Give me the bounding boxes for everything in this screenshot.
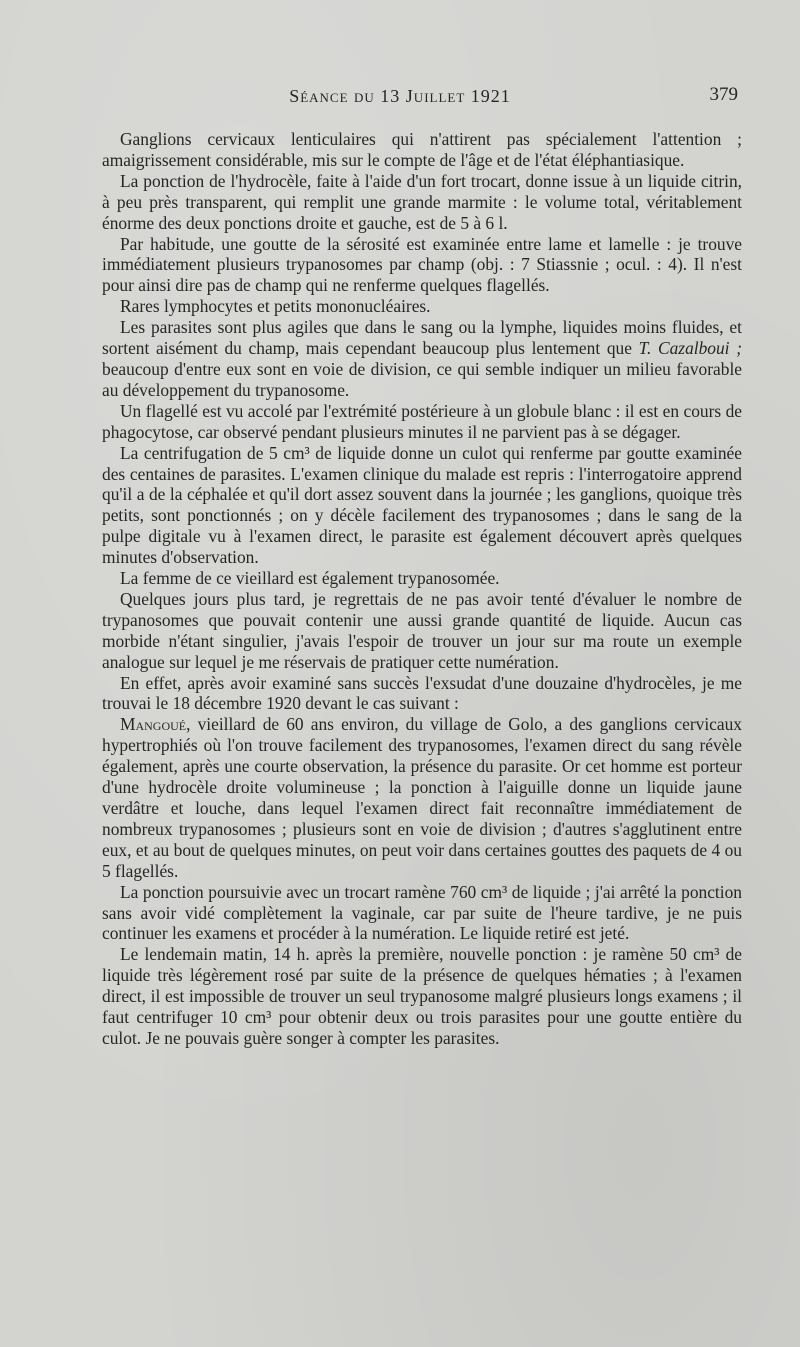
running-title: Séance du 13 Juillet 1921 (289, 86, 511, 106)
paragraph-13: Le lendemain matin, 14 h. après la première, nouvelle ponction : je ramène 50 cm³ de liquide très légèrement rosé par suite de la présence de quelques hématies ; à l'examen direct, il est impossible de trouver un seul trypanosome malgré plusieurs longs examens ; il faut centrifuger 10 cm³ pour obtenir deux ou trois parasites pour une goutte entière du culot. Je ne pouvais guère songer à compter les parasites. (102, 944, 742, 1048)
paragraph-12: La ponction poursuivie avec un trocart ramène 760 cm³ de liquide ; j'ai arrêté la ponction sans avoir vidé complètement la vaginale, car par suite de l'heure tardive, je ne puis continuer les examens et procéder à la numération. Le liquide retiré est jeté. (102, 881, 742, 944)
body-text (102, 129, 742, 1049)
paragraph-5 (102, 317, 742, 401)
species-name: T. Cazalboui ; (638, 338, 742, 359)
paragraph-7: La centrifugation de 5 cm³ de liquide donne un culot qui renferme par goutte examinée des centaines de parasites. L'examen clinique du malade est repris : l'interrogatoire apprend qu'il a de la céphalée et qu'il dort assez souvent dans la journée ; les ganglions, quoique très petits, sont ponctionnés ; on y décèle facilement des trypanosomes ; dans le sang de la pulpe digitale vu à l'examen direct, le parasite est également découvert après quelques minutes d'observation. (102, 442, 742, 568)
paragraph-10: En effet, après avoir examiné sans succès l'exsudat d'une douzaine d'hydrocèles, je me trouvai le 18 décembre 1920 devant le cas suivant : (102, 672, 742, 714)
patient-name: Mangoué (120, 714, 187, 735)
paragraph-9: Quelques jours plus tard, je regrettais de ne pas avoir tenté d'évaluer le nombre de trypanosomes que pouvait contenir une aussi grande quantité de liquide. Aucun cas morbide n'étant singulier, j'avais l'espoir de trouver un jour sur ma route un exemple analogue sur lequel je me réservais de pratiquer cette numération. (102, 588, 742, 672)
paragraph-11 (102, 714, 742, 881)
paragraph-11-text: , vieillard de 60 ans environ, du village de Golo, a des ganglions cervicaux hypertrophiés où l'on trouve facilement des trypanosomes, l'examen direct du sang révèle également, après une courte observation, la présence du parasite. Or cet homme est porteur d'une hydrocèle droite volumineuse ; la ponction à l'aiguille donne un liquide jaune verdâtre et louche, dans lequel l'examen direct fait reconnaître immédiatement de nombreux trypanosomes ; plusieurs sont en voie de division ; d'autres s'agglutinent entre eux, et au bout de quelques minutes, on peut voir dans certaines gouttes des paquets de 4 ou 5 flagellés. (102, 714, 742, 881)
paragraph-3: Par habitude, une goutte de la sérosité est examinée entre lame et lamelle : je trouve immédiatement plusieurs trypanosomes par champ (obj. : 7 Stiassnie ; ocul. : 4). Il n'est pour ainsi dire pas de champ qui ne renferme quelques flagellés. (102, 233, 742, 296)
paragraph-8: La femme de ce vieillard est également trypanosomée. (120, 568, 500, 589)
page-number: 379 (709, 84, 738, 105)
paragraph-5-text-a: Les parasites sont plus agiles que dans le sang ou la lymphe, liquides moins fluides, et sortent aisément du champ, mais cependant beaucoup plus lentement que (102, 317, 742, 359)
paragraph-5-text-b: beaucoup d'entre eux sont en voie de division, ce qui semble indiquer un milieu favorable au développement du trypanosome. (102, 358, 742, 400)
paragraph-1: Ganglions cervicaux lenticulaires qui n'attirent pas spécialement l'attention ; amaigrissement considérable, mis sur le compte de l'âge et de l'état éléphantiasique. (102, 129, 742, 170)
paragraph-4: Rares lymphocytes et petits mononucléaires. (120, 296, 431, 317)
paragraph-2: La ponction de l'hydrocèle, faite à l'aide d'un fort trocart, donne issue à un liquide citrin, à peu près transparent, qui remplit une grande marmite : le volume total, véritablement énorme des deux ponctions droite et gauche, est de 5 à 6 l. (102, 170, 742, 233)
paragraph-6: Un flagellé est vu accolé par l'extrémité postérieure à un globule blanc : il est en cours de phagocytose, car observé pendant plusieurs minutes il ne parvient pas à se dégager. (102, 400, 742, 442)
